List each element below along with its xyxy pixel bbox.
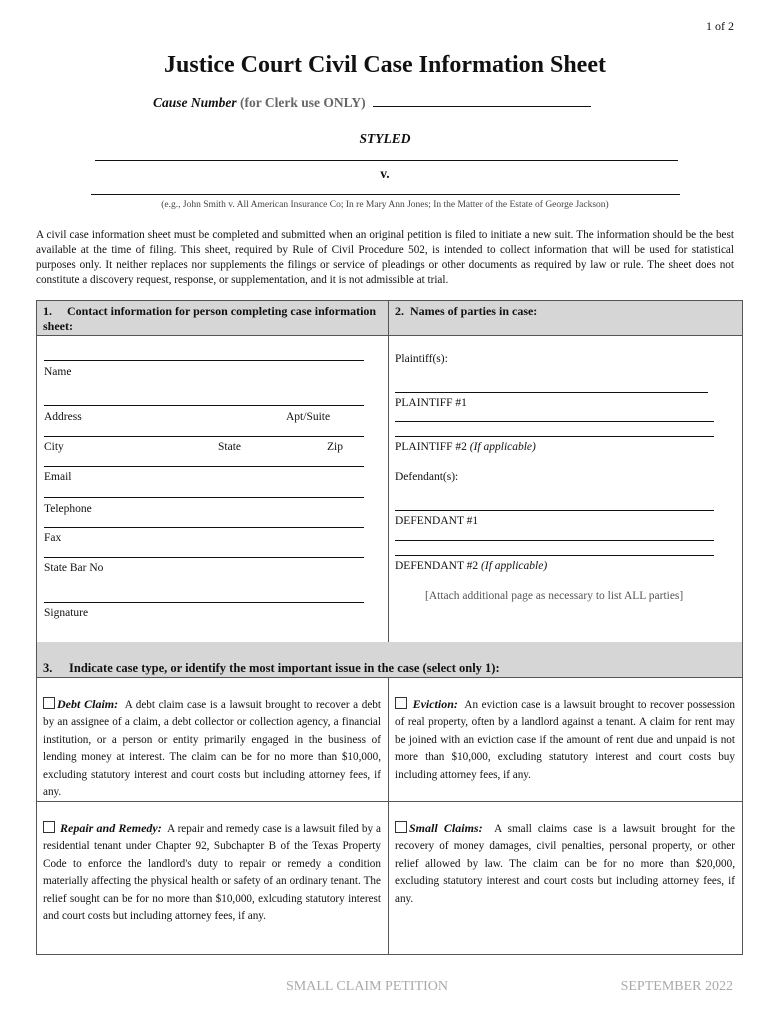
city-label: City xyxy=(44,441,64,453)
state-label: State xyxy=(218,441,241,453)
zip-label: Zip xyxy=(327,441,343,453)
defendant2-text: DEFENDANT #2 xyxy=(395,560,479,572)
debt-claim-option[interactable] xyxy=(43,696,381,801)
email-field[interactable] xyxy=(44,466,364,467)
defendant2-label xyxy=(395,560,547,572)
section2-title: Names of parties in case: xyxy=(410,304,538,318)
divider xyxy=(388,335,389,642)
footer-form-name: SMALL CLAIM PETITION xyxy=(286,979,449,994)
eviction-checkbox[interactable] xyxy=(395,697,407,709)
address-label: Address xyxy=(44,411,82,423)
section2-header xyxy=(388,301,742,335)
section1-header xyxy=(37,301,388,335)
divider xyxy=(388,677,389,954)
email-label: Email xyxy=(44,471,72,483)
cause-number-row xyxy=(153,95,591,111)
repair-remedy-title: Repair and Remedy: xyxy=(60,821,162,835)
plaintiff2-note: (If applicable) xyxy=(469,441,536,453)
section3-number: 3. xyxy=(43,661,53,675)
versus-label: v. xyxy=(380,166,390,181)
section1-title: Contact information for person completing case information sheet: xyxy=(43,304,377,333)
signature-label: Signature xyxy=(44,607,89,619)
state-bar-field[interactable] xyxy=(44,557,364,558)
small-claims-option[interactable] xyxy=(395,820,735,908)
signature-field[interactable] xyxy=(44,602,364,603)
plaintiff2-text: PLAINTIFF #2 xyxy=(395,441,467,453)
debt-claim-checkbox[interactable] xyxy=(43,697,55,709)
defendant2-note: (If applicable) xyxy=(481,560,548,572)
defendants-label: Defendant(s): xyxy=(395,471,459,483)
plaintiff1-label: PLAINTIFF #1 xyxy=(395,397,467,409)
defendant2-field-b[interactable] xyxy=(395,555,714,556)
defendant2-field-a[interactable] xyxy=(395,540,714,541)
plaintiff2-field-a[interactable] xyxy=(395,421,714,422)
divider xyxy=(37,335,742,336)
section2-number: 2. xyxy=(395,304,404,318)
telephone-field[interactable] xyxy=(44,497,364,498)
address-field[interactable] xyxy=(44,405,364,406)
eviction-title: Eviction: xyxy=(412,697,458,711)
plaintiff-style-line[interactable] xyxy=(95,160,678,161)
defendant1-label: DEFENDANT #1 xyxy=(395,515,479,527)
fax-field[interactable] xyxy=(44,527,364,528)
fax-label: Fax xyxy=(44,532,62,544)
page-number: 1 of 2 xyxy=(706,19,734,33)
name-label: Name xyxy=(44,366,72,378)
plaintiffs-label: Plaintiff(s): xyxy=(395,353,448,365)
style-example: (e.g., John Smith v. All American Insurance Co; In re Mary Ann Jones; In the Matter of the Estate of George Jackson) xyxy=(161,200,609,210)
divider xyxy=(37,677,742,678)
footer-date: SEPTEMBER 2022 xyxy=(620,979,733,994)
section1-number: 1. xyxy=(43,304,52,318)
styled-label: STYLED xyxy=(359,131,411,146)
small-claims-description: A small claims case is a lawsuit brought for the recovery of money damages, civil penalties, personal property, or other relief allowed by law. The claim can be for no more than $20,000, excluding statutory interest and court costs but including attorney fees, if any. xyxy=(395,823,735,905)
repair-remedy-option[interactable] xyxy=(43,820,381,925)
repair-remedy-description: A repair and remedy case is a lawsuit filed by a residential tenant under Chapter 92, Subchapter B of the Texas Property Code to enforce the landlord's duty to repair or remedy a condition materially affecting the physical health or safety of an ordinary tenant. The relief sought can be for no more than $10,000, exlcuding statutory interest and court costs but including attorney fees, if any. xyxy=(43,823,381,923)
city-state-zip-field[interactable] xyxy=(44,436,364,437)
name-field[interactable] xyxy=(44,360,364,361)
apt-suite-label: Apt/Suite xyxy=(286,411,331,423)
plaintiff2-field-b[interactable] xyxy=(395,436,714,437)
debt-claim-description: A debt claim case is a lawsuit brought to recover a debt by an assignee of a claim, a debt collector or collection agency, a financial institution, or a person or entity primarily engaged in the business of lending money at interest. The claim can be for no more than $10,000, excluding statutory interest and court costs but including attorney fees, if any. xyxy=(43,699,381,799)
section3-title: Indicate case type, or identify the most important issue in the case (select only 1): xyxy=(69,661,500,675)
defendant1-field[interactable] xyxy=(395,510,714,511)
intro-paragraph: A civil case information sheet must be completed and submitted when an original petition is filed to initiate a new suit. The information should be the best available at the time of filing. This sheet, required by Rule of Civil Procedure 502, is intended to collect information that will be used for statistical purposes only. It neither replaces nor supplements the filings or service of pleadings or other documents as required by law or rule. The sheet does not constitute a discovery request, response, or supplementation, and it is not admissible at trial. xyxy=(36,229,734,286)
eviction-option[interactable] xyxy=(395,696,735,784)
cause-number-sublabel: (for Clerk use ONLY) xyxy=(240,95,366,110)
small-claims-title: Small Claims: xyxy=(409,821,483,835)
section3-header xyxy=(37,642,742,677)
defendant-style-line[interactable] xyxy=(91,194,680,195)
repair-remedy-checkbox[interactable] xyxy=(43,821,55,833)
cause-number-label: Cause Number xyxy=(153,95,237,110)
form-table xyxy=(36,300,743,955)
eviction-description: An eviction case is a lawsuit brought to recover possession of real property, often by a landlord against a tenant. A claim for rent may be joined with an eviction case if the amount of rent due and unpaid is not more than $10,000, excluding statutory interest and court costs buy including attorney fees, if any. xyxy=(395,699,736,781)
cause-number-field[interactable] xyxy=(373,95,591,107)
plaintiff2-label xyxy=(395,441,536,453)
page-title: Justice Court Civil Case Information Sheet xyxy=(164,52,606,78)
debt-claim-title: Debt Claim: xyxy=(57,697,119,711)
telephone-label: Telephone xyxy=(44,503,92,515)
small-claims-checkbox[interactable] xyxy=(395,821,407,833)
plaintiff1-field[interactable] xyxy=(395,392,708,393)
state-bar-label: State Bar No xyxy=(44,562,104,574)
attach-note: [Attach additional page as necessary to list ALL parties] xyxy=(425,590,684,602)
